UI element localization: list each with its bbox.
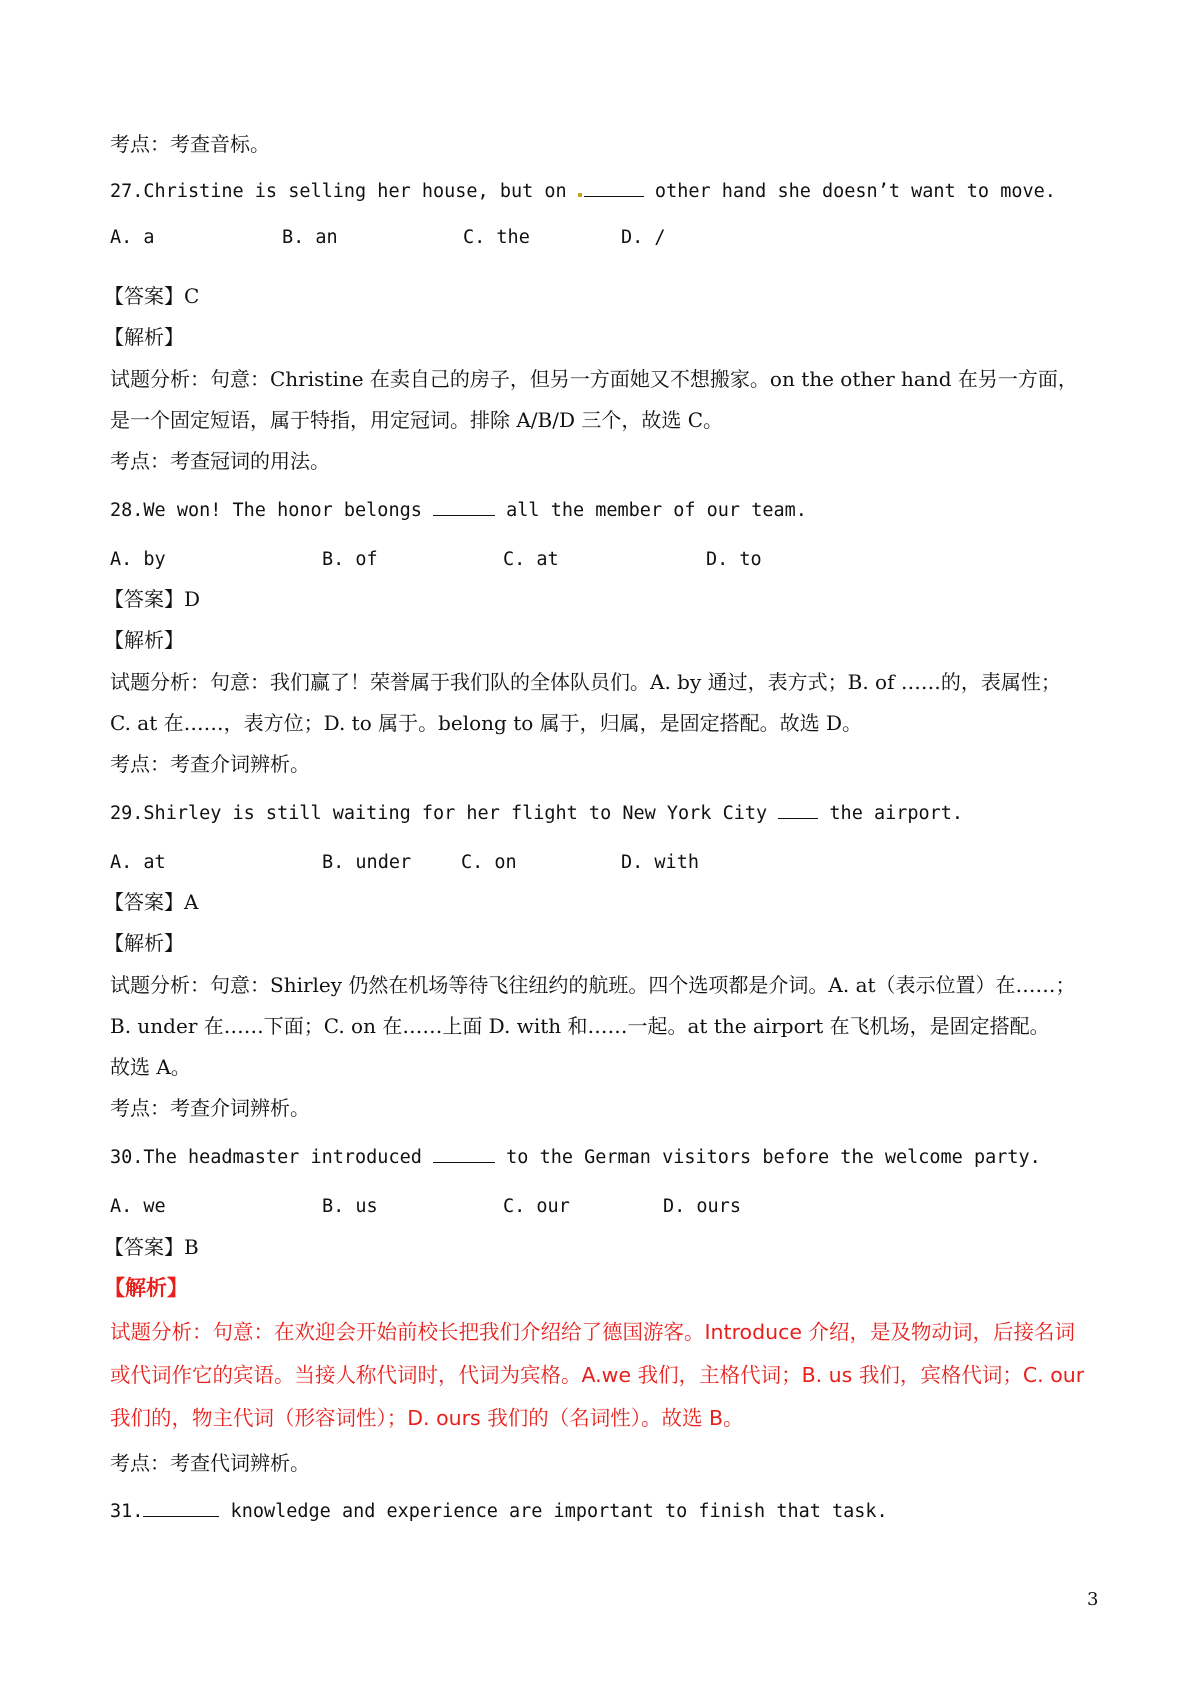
- q30-blank: [433, 1144, 495, 1163]
- q29-kaodian: 考点：考查介词辨析。: [110, 1096, 310, 1120]
- q27-option-b: B. an: [282, 227, 338, 248]
- q30-answer: 【答案】B: [104, 1235, 199, 1259]
- q27-stem-part1: 27.Christine is selling her house, but on: [110, 181, 578, 202]
- q27-option-d: D. /: [621, 227, 666, 248]
- question-30-stem: [110, 1144, 1100, 1172]
- q27-kaodian: 考点：考查冠词的用法。: [110, 449, 330, 473]
- q30-option-d: D. ours: [663, 1196, 741, 1217]
- q29-option-c: C. on: [461, 852, 517, 873]
- q29-stem-part2: the airport.: [818, 803, 964, 824]
- q29-analysis-1: 试题分析：句意：Shirley 仍然在机场等待飞往纽约的航班。四个选项都是介词。A. at（表示位置）在……；: [110, 973, 1076, 997]
- q28-option-c: C. at: [503, 549, 559, 570]
- q27-jiexi: 【解析】: [104, 325, 184, 349]
- q28-option-b: B. of: [322, 549, 378, 570]
- q28-analysis-1: 试题分析：句意：我们赢了！荣誉属于我们队的全体队员们。A. by 通过，表方式；B. of ……的，表属性；: [110, 670, 1061, 694]
- page-number: 3: [1087, 1589, 1099, 1610]
- question-29-stem: [110, 800, 1100, 828]
- kaodian-prev: 考点：考查音标。: [110, 132, 270, 156]
- q28-option-d: D. to: [706, 549, 762, 570]
- q28-kaodian: 考点：考查介词辨析。: [110, 752, 310, 776]
- q29-answer: 【答案】A: [104, 890, 199, 914]
- q28-option-a: A. by: [110, 549, 166, 570]
- q30-option-c: C. our: [503, 1196, 570, 1217]
- question-31-stem: [110, 1498, 1100, 1526]
- blank-mark-icon: [578, 193, 582, 197]
- q27-analysis-2: 是一个固定短语，属于特指，用定冠词。排除 A/B/D 三个，故选 C。: [110, 408, 724, 432]
- q28-blank: [433, 497, 495, 516]
- q30-stem-part1: 30.The headmaster introduced: [110, 1147, 434, 1168]
- q29-jiexi: 【解析】: [104, 931, 184, 955]
- q30-kaodian: 考点：考查代词辨析。: [110, 1451, 310, 1475]
- q28-stem-part1: 28.We won! The honor belongs: [110, 500, 434, 521]
- q31-stem-part2: knowledge and experience are important to finish that task.: [219, 1501, 888, 1522]
- q27-option-c: C. the: [463, 227, 530, 248]
- q28-analysis-2: C. at 在……，表方位；D. to 属于。belong to 属于，归属，是固定搭配。故选 D。: [110, 711, 863, 735]
- q30-jiexi: 【解析】: [104, 1276, 188, 1300]
- q30-analysis-3: 我们的，物主代词（形容词性）；D. ours 我们的（名词性）。故选 B。: [110, 1406, 744, 1430]
- q29-stem-part1: 29.Shirley is still waiting for her flight to New York City: [110, 803, 779, 824]
- q27-answer: 【答案】C: [104, 284, 200, 308]
- q27-blank: [584, 178, 644, 197]
- q29-analysis-3: 故选 A。: [110, 1055, 191, 1079]
- q28-stem-part2: all the member of our team.: [495, 500, 807, 521]
- q27-stem-part2: other hand she doesn’t want to move.: [643, 181, 1056, 202]
- question-28-stem: [110, 497, 1100, 525]
- q30-option-a: A. we: [110, 1196, 166, 1217]
- q30-analysis-1: 试题分析：句意：在欢迎会开始前校长把我们介绍给了德国游客。Introduce 介绍，是及物动词，后接名词: [110, 1320, 1075, 1344]
- q31-stem-part1: 31.: [110, 1501, 144, 1522]
- q29-option-b: B. under: [322, 852, 412, 873]
- question-27-stem: [110, 178, 1100, 206]
- q27-analysis-1: 试题分析：句意：Christine 在卖自己的房子，但另一方面她又不想搬家。on the other hand 在另一方面，: [110, 367, 1078, 391]
- q30-option-b: B. us: [322, 1196, 378, 1217]
- q30-stem-part2: to the German visitors before the welcome party.: [495, 1147, 1041, 1168]
- q28-answer: 【答案】D: [104, 587, 201, 611]
- q30-analysis-2: 或代词作它的宾语。当接人称代词时，代词为宾格。A.we 我们，主格代词；B. us 我们，宾格代词；C. our: [110, 1363, 1085, 1387]
- q29-analysis-2: B. under 在……下面；C. on 在……上面 D. with 和……一起。at the airport 在飞机场，是固定搭配。: [110, 1014, 1050, 1038]
- q31-blank: [143, 1498, 219, 1517]
- q29-option-a: A. at: [110, 852, 166, 873]
- q28-jiexi: 【解析】: [104, 628, 184, 652]
- q27-option-a: A. a: [110, 227, 155, 248]
- q29-blank: [778, 800, 818, 819]
- q29-option-d: D. with: [621, 852, 699, 873]
